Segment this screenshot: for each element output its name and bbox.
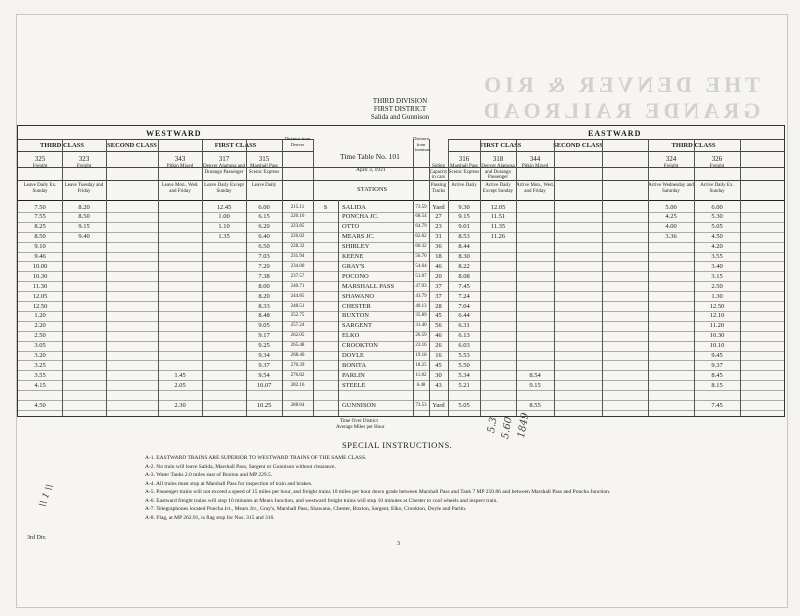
eastward-316: 8.22 <box>458 262 470 270</box>
eastward-326: 1.30 <box>711 292 723 300</box>
eastward-316: 9.30 <box>458 203 470 211</box>
eastward-344: 8.55 <box>529 401 541 409</box>
distance-denver: 282.16 <box>290 382 305 388</box>
eastward-326: 5.05 <box>711 223 723 231</box>
eastward-326: 4.50 <box>711 233 723 241</box>
train-number: 318 <box>492 155 504 163</box>
distance-denver: 288.64 <box>290 402 305 408</box>
westward-315: 6.20 <box>258 223 270 231</box>
station-name: BUXTON <box>342 312 369 320</box>
class-header: SECOND CLASS <box>107 142 157 149</box>
train-name: Siding Capacity in cars <box>429 164 448 180</box>
siding: 28 <box>435 302 442 310</box>
siding: 30 <box>435 371 442 379</box>
eastward-316: 5.50 <box>458 361 470 369</box>
siding: 36 <box>435 243 442 251</box>
westward-325: 4.15 <box>34 381 46 389</box>
siding: Yard <box>432 401 445 409</box>
siding: 43 <box>435 381 442 389</box>
eastward-326: 3.55 <box>711 253 723 260</box>
instruction-item: A-8. Flag, at MP 262.91, is flag stop for Nos. 315 and 316. <box>145 514 275 521</box>
station-name: ELKO <box>342 332 360 340</box>
westward-323: 8.50 <box>78 213 90 221</box>
eastward-326: 2.50 <box>711 282 723 290</box>
distance-denver: 248.51 <box>290 303 305 309</box>
eastward-324: 5.00 <box>665 203 677 211</box>
distance-denver: 276.82 <box>290 372 305 378</box>
train-days: Arrive Daily <box>451 183 477 188</box>
eastward-label: EASTWARD <box>588 129 642 138</box>
eastward-316: 7.45 <box>458 282 470 290</box>
instruction-item: A-2. No train will leave Salida, Marshall Pass, Sargent or Gunnison without clearance. <box>145 463 336 470</box>
eastward-316: 8.53 <box>458 233 470 241</box>
westward-343: 2.30 <box>174 401 186 409</box>
westward-315: 9.54 <box>258 371 270 379</box>
distance-denver: 257.24 <box>290 323 305 329</box>
westward-325: 4.50 <box>34 401 46 409</box>
westward-323: 8.20 <box>78 203 90 211</box>
westward-315: 9.05 <box>258 322 270 330</box>
route-title: Salida and Gunnison <box>370 113 430 121</box>
distance-denver: 223.85 <box>290 224 305 230</box>
station-name: PONCHA JC. <box>342 213 379 221</box>
station-name: GRAY'S <box>342 262 365 270</box>
train-number: 326 <box>711 155 723 163</box>
eastward-316: 8.44 <box>458 243 470 251</box>
westward-325: 10.00 <box>32 262 48 270</box>
train-name: Distance from Gunnison <box>413 136 431 152</box>
westward-325: 10.30 <box>32 272 48 280</box>
westward-323: 9.15 <box>78 223 90 231</box>
train-days: Arrive Daily Ex. Sunday <box>700 183 734 194</box>
distance-denver: 268.46 <box>290 353 305 358</box>
westward-325: 7.50 <box>34 203 46 211</box>
eastward-324: 4.00 <box>665 223 677 231</box>
distance-gunnison: 51.07 <box>415 273 427 279</box>
siding: 27 <box>435 213 442 221</box>
train-name: Freight <box>76 164 92 169</box>
westward-315: 6.15 <box>258 213 270 221</box>
distance-denver: 231.94 <box>290 254 305 259</box>
handwritten-note-4: \\ 1 \\ <box>38 482 56 509</box>
train-name: Freight <box>663 164 679 169</box>
distance-gunnison: 23.16 <box>415 343 427 349</box>
siding: 37 <box>435 282 442 290</box>
special-instructions-title: SPECIAL INSTRUCTIONS. <box>342 440 453 450</box>
timetable-grid <box>17 125 785 417</box>
westward-317: 1.10 <box>218 223 230 231</box>
siding: 18 <box>435 253 442 260</box>
distance-denver: 237.57 <box>290 273 305 279</box>
siding: 45 <box>435 312 442 320</box>
distance-gunnison: 11.82 <box>415 372 427 378</box>
siding: 46 <box>435 332 442 340</box>
timetable-number: Time Table No. 101 <box>340 152 400 161</box>
eastward-344: 9.15 <box>529 381 541 389</box>
train-days: Leave Daily Ex. Sunday <box>23 183 57 194</box>
class-header: SECOND CLASS <box>553 142 603 149</box>
train-number: 316 <box>458 155 470 163</box>
distance-gunnison: 26.59 <box>415 333 427 339</box>
distance-gunnison: 35.89 <box>415 313 427 319</box>
westward-315: 6.00 <box>258 203 270 211</box>
station-name: BONITA <box>342 361 367 369</box>
eastward-344: 8.54 <box>529 371 541 379</box>
westward-315: 7.38 <box>258 272 270 280</box>
train-number: 325 <box>34 155 46 163</box>
westward-325: 2.50 <box>34 332 46 340</box>
distance-gunnison: 73.59 <box>415 204 427 210</box>
class-header: FIRST CLASS <box>214 142 257 149</box>
stations-header: STATIONS <box>357 186 388 193</box>
distance-gunnison: 60.32 <box>415 244 427 250</box>
westward-315: 9.34 <box>258 352 270 359</box>
distance-gunnison: 56.70 <box>415 254 427 259</box>
station-name: SARGENT <box>342 322 372 330</box>
westward-315: 6.40 <box>258 233 270 241</box>
train-number: 343 <box>174 155 186 163</box>
westward-315: 7.20 <box>258 262 270 270</box>
eastward-326: 12.10 <box>709 312 725 320</box>
westward-315: 8.48 <box>258 312 270 320</box>
eastward-324: 3.36 <box>665 233 677 241</box>
siding: 45 <box>435 361 442 369</box>
siding: 16 <box>435 352 442 359</box>
district-title: FIRST DISTRICT <box>373 105 427 113</box>
station-name: PARLIN <box>342 371 365 379</box>
westward-343: 2.05 <box>174 381 186 389</box>
instruction-item: A-1. EASTWARD TRAINS ARE SUPERIOR TO WESTWARD TRAINS OF THE SAME CLASS. <box>145 455 367 461</box>
distance-gunnison: 40.13 <box>415 303 427 309</box>
train-days: Arrive Mon., Wed. and Friday <box>516 183 554 194</box>
time-over-district-label: Time Over District <box>340 419 378 424</box>
siding: 46 <box>435 262 442 270</box>
distance-denver: 215.11 <box>290 204 305 210</box>
page-number: 3 <box>397 541 400 547</box>
train-number: 315 <box>258 155 270 163</box>
train-days: Leave Tuesday and Friday <box>64 183 104 194</box>
siding: 20 <box>435 272 442 280</box>
siding: 23 <box>435 223 442 231</box>
eastward-316: 9.01 <box>458 223 470 231</box>
siding: 31 <box>435 233 442 241</box>
class-header: THIRD CLASS <box>40 142 84 149</box>
eastward-326: 5.30 <box>711 213 723 221</box>
eastward-316: 9.15 <box>458 213 470 221</box>
train-name: Distance from Denver <box>284 136 311 147</box>
eastward-326: 10.30 <box>709 332 725 340</box>
train-name: Pitkin Mixed <box>521 164 549 169</box>
eastward-324: 4.25 <box>665 213 677 221</box>
westward-315: 8.00 <box>258 282 270 290</box>
eastward-316: 5.34 <box>458 371 470 379</box>
westward-315: 9.17 <box>258 332 270 340</box>
westward-315: 7.03 <box>258 253 270 260</box>
eastward-316: 7.24 <box>458 292 470 300</box>
distance-gunnison: 68.54 <box>415 214 427 220</box>
train-number: 344 <box>529 155 541 163</box>
train-days: Leave Daily <box>251 183 277 188</box>
eastward-316: 6.03 <box>458 342 470 350</box>
station-name: CHESTER <box>342 302 371 310</box>
class-header: FIRST CLASS <box>479 142 522 149</box>
train-name: Marshall Pass Scenic Express <box>248 164 280 175</box>
eastward-316: 5.53 <box>458 352 470 359</box>
distance-denver: 228.32 <box>290 244 305 250</box>
distance-gunnison: 31.40 <box>415 323 427 329</box>
westward-317: 12.45 <box>216 203 232 211</box>
westward-325: 2.20 <box>34 322 46 330</box>
westward-325: 1.20 <box>34 312 46 320</box>
distance-denver: 265.48 <box>290 343 305 349</box>
station-name: SALIDA <box>342 203 366 211</box>
westward-343: 1.45 <box>174 371 186 379</box>
instruction-item: A-4. All trains must stop at Marshall Pass for inspection of train and brakes. <box>145 480 313 487</box>
footer-division: 3rd Div. <box>27 535 47 541</box>
distance-gunnison: 62.62 <box>415 234 427 240</box>
class-header: THIRD CLASS <box>671 142 716 149</box>
distance-gunnison: 54.64 <box>415 263 427 269</box>
westward-315: 8.33 <box>258 302 270 310</box>
instruction-item: A-6. Eastward freight trains will stop 10 minutes at Mears Junction, and westward freight trains will stop 10 minutes at Chester to cool wheels and inspect train. <box>145 497 498 504</box>
distance-denver: 240.71 <box>290 283 305 289</box>
eastward-326: 10.10 <box>709 342 725 350</box>
station-name: CROOKTON <box>342 342 378 350</box>
eastward-316: 6.31 <box>458 322 470 330</box>
eastward-326: 12.50 <box>709 302 725 310</box>
eastward-326: 3.15 <box>711 272 723 280</box>
westward-315: 9.37 <box>258 361 270 369</box>
westward-315: 6.50 <box>258 243 270 251</box>
distance-denver: 234.00 <box>290 263 305 269</box>
westward-315: 9.25 <box>258 342 270 350</box>
westward-325: 3.05 <box>34 342 46 350</box>
eastward-316: 8.30 <box>458 253 470 260</box>
station-name: GUNNISON <box>342 401 376 409</box>
eastward-326: 9.37 <box>711 361 723 369</box>
siding: 56 <box>435 322 442 330</box>
instruction-item: A-7. Telegraphones located Poncha Jct., Mears Jct., Gray's, Marshall Pass, Shawano, Chester, Buxton, Sargent, Elko, Crookton, Doyle and Parlin. <box>145 506 467 512</box>
eastward-316: 6.44 <box>458 312 470 320</box>
siding: Yard <box>432 203 445 211</box>
westward-315: 10.07 <box>256 381 272 389</box>
westward-325: 3.55 <box>34 371 46 379</box>
train-number: 323 <box>78 155 90 163</box>
eastward-316: 8.08 <box>458 272 470 280</box>
station-name: KEENE <box>342 253 364 260</box>
distance-denver: 270.39 <box>290 362 305 368</box>
bleed-through-title: THE DENVER & RIO GRANDE RAILROAD <box>479 72 761 123</box>
eastward-318: 11.35 <box>490 223 506 231</box>
distance-gunnison: 47.93 <box>415 283 427 289</box>
train-number: 324 <box>665 155 677 163</box>
distance-gunnison: 19.18 <box>415 353 427 358</box>
westward-325: 7.55 <box>34 213 46 221</box>
siding: 37 <box>435 292 442 300</box>
eastward-326: 9.45 <box>711 352 723 359</box>
station-name: STEELE <box>342 381 366 389</box>
train-days: Leave Daily Except Sunday <box>204 183 244 194</box>
distance-gunnison: 6.48 <box>416 382 426 388</box>
station-name: OTTO <box>342 223 360 231</box>
westward-325: 8.25 <box>34 223 46 231</box>
eastward-318: 12.05 <box>490 203 506 211</box>
station-name: MARSHALL PASS <box>342 282 395 290</box>
westward-317: 1.00 <box>218 213 230 221</box>
handwritten-note-3: 1849 <box>516 411 532 439</box>
eastward-316: 5.05 <box>458 401 470 409</box>
average-miles-label: Average Miles per Hour <box>336 425 385 430</box>
eastward-326: 8.15 <box>711 381 723 389</box>
eastward-316: 5.21 <box>458 381 470 389</box>
station-name: SHIRLEY <box>342 243 370 251</box>
distance-gunnison: 18.25 <box>415 362 427 368</box>
distance-denver: 252.75 <box>290 313 305 319</box>
westward-325: 9.10 <box>34 243 46 251</box>
train-days: Passing Tracks <box>430 183 447 194</box>
train-number: 317 <box>218 155 230 163</box>
train-days: Arrive Daily Except Sunday <box>482 183 514 194</box>
train-name: Pitkin Mixed <box>166 164 194 169</box>
eastward-326: 8.45 <box>711 371 723 379</box>
station-name: MEARS JC. <box>342 233 375 241</box>
train-days: Arrive Wednesday and Saturday <box>648 183 694 194</box>
westward-315: 8.20 <box>258 292 270 300</box>
westward-325: 12.50 <box>32 302 48 310</box>
westward-label: WESTWARD <box>146 129 202 138</box>
eastward-326: 11.20 <box>709 322 725 330</box>
distance-gunnison: 64.79 <box>415 224 427 230</box>
distance-denver: 262.05 <box>290 333 305 339</box>
station-name: POCONO <box>342 272 369 280</box>
westward-325: 8.50 <box>34 233 46 241</box>
eastward-326: 6.00 <box>711 203 723 211</box>
handwritten-note-1: 5.3 <box>486 416 500 434</box>
eastward-326: 4.20 <box>711 243 723 251</box>
westward-325: 3.20 <box>34 352 46 359</box>
division-header <box>300 97 500 121</box>
train-name: Denver Alamosa and Durango Passenger <box>203 164 245 175</box>
westward-325: 3.25 <box>34 361 46 369</box>
train-name: Denver Alamosa and Durango Passenger <box>481 164 515 180</box>
train-days: Leave Mon., Wed. and Friday <box>161 183 199 194</box>
distance-gunnison: 43.79 <box>415 293 427 299</box>
eastward-316: 6.13 <box>458 332 470 340</box>
timetable-date: April 3, 1921 <box>356 167 386 173</box>
instruction-item: A-5. Passenger trains will not exceed a speed of 15 miles per hour, and freight trains 10 miles per hour down grade between Marshall Pass and Tank 7 MP 250.86 and between Marshall Pass and Poncha Junction. <box>145 489 611 495</box>
station-name: DOYLE <box>342 352 365 359</box>
westward-325: 11.30 <box>32 282 48 290</box>
train-name: Freight <box>709 164 725 169</box>
division-title: THIRD DIVISION <box>372 97 428 105</box>
instruction-item: A-3. Water Tanks 2.0 miles east of Buxton and MP 229.5. <box>145 472 273 478</box>
westward-325: 12.05 <box>32 292 48 300</box>
distance-denver: 226.02 <box>290 234 305 240</box>
westward-315: 10.25 <box>256 401 272 409</box>
eastward-326: 7.45 <box>711 401 723 409</box>
eastward-316: 7.04 <box>458 302 470 310</box>
westward-317: 1.35 <box>218 233 230 241</box>
siding: 26 <box>435 342 442 350</box>
station-code: S <box>323 203 328 211</box>
handwritten-note-2: 5.60 <box>500 416 515 440</box>
distance-gunnison: 73.53 <box>415 402 427 408</box>
station-name: SHAWANO <box>342 292 374 300</box>
westward-323: 9.40 <box>78 233 90 241</box>
distance-denver: 244.85 <box>290 293 305 299</box>
westward-325: 9.46 <box>34 253 46 260</box>
train-name: Freight <box>32 164 48 169</box>
eastward-318: 11.51 <box>490 213 506 221</box>
eastward-318: 11.26 <box>490 233 506 241</box>
distance-denver: 220.16 <box>290 214 305 220</box>
train-name: Marshall Pass Scenic Express <box>448 164 480 175</box>
eastward-326: 3.40 <box>711 262 723 270</box>
